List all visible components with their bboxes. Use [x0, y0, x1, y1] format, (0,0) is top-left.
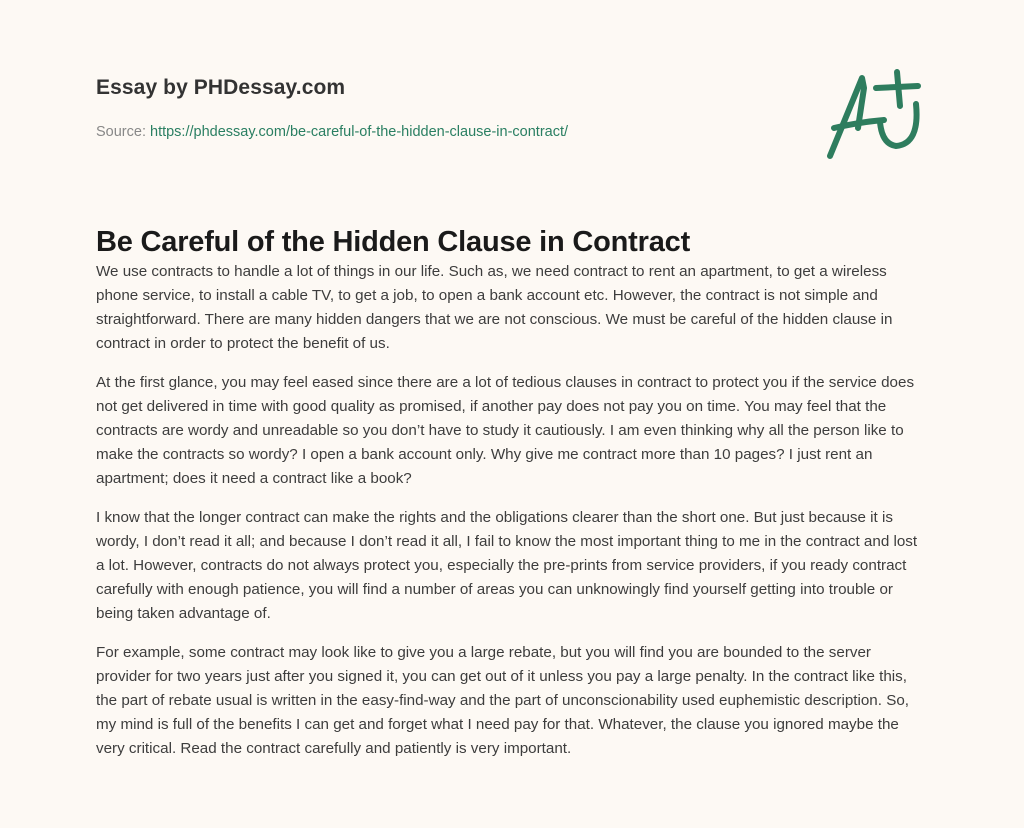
source-link[interactable]: https://phdessay.com/be-careful-of-the-hidden-clause-in-contract/ [150, 124, 569, 140]
paragraph-1: We use contracts to handle a lot of things in our life. Such as, we need contract to rent an apartment, to get a wireless phone service, to install a cable TV, to get a job, to open a bank account etc. However, the contract is not simple and straightforward. There are many hidden dangers that we are not conscious. We must be careful of the hidden clause in contract in order to protect the benefit of us. [96, 263, 893, 352]
article-title: Be Careful of the Hidden Clause in Contract [96, 226, 691, 258]
paragraph-3: I know that the longer contract can make the rights and the obligations clearer than the short one. But just because it is wordy, I don’t read it all; and because I don’t read it all, I fail to know the most important thing to me in the contract and lost a lot. However, contracts do not always protect you, especially the pre-prints from service providers, if you ready contract carefully with enough patience, you will find a number of areas you can unknowingly find yourself getting into trouble or being taken advantage of. [96, 509, 918, 622]
article-body [96, 256, 926, 776]
source-label: Source: [96, 124, 150, 140]
paragraph-2: At the first glance, you may feel eased since there are a lot of tedious clauses in contract to protect you if the service does not get delivered in time with good quality as promised, if another pay does not pay you on time. You may feel that the contracts are wordy and unreadable so you don’t have to study it cautiously. I am even thinking why all the person like to make the contracts so wordy? I open a bank account only. Why give me contract more than 10 pages? I just rent an apartment; does it need a contract like a book? [96, 374, 915, 487]
site-header [96, 76, 345, 100]
source-line [96, 124, 568, 140]
paragraph-4: For example, some contract may look like to give you a large rebate, but you will find you are bounded to the server provider for two years just after you signed it, you can get out of it unless you pay a large penalty. In the contract like this, the part of rebate usual is written in the easy-find-way and the part of unconscionability used euphemistic description. So, my mind is full of the benefits I can get and forget what I need pay for that. Whatever, the clause you ignored maybe the very critical. Read the contract carefully and patiently is very important. [96, 644, 909, 757]
site-title: Essay by PHDessay.com [96, 76, 346, 99]
a-plus-grade-icon [820, 66, 930, 166]
